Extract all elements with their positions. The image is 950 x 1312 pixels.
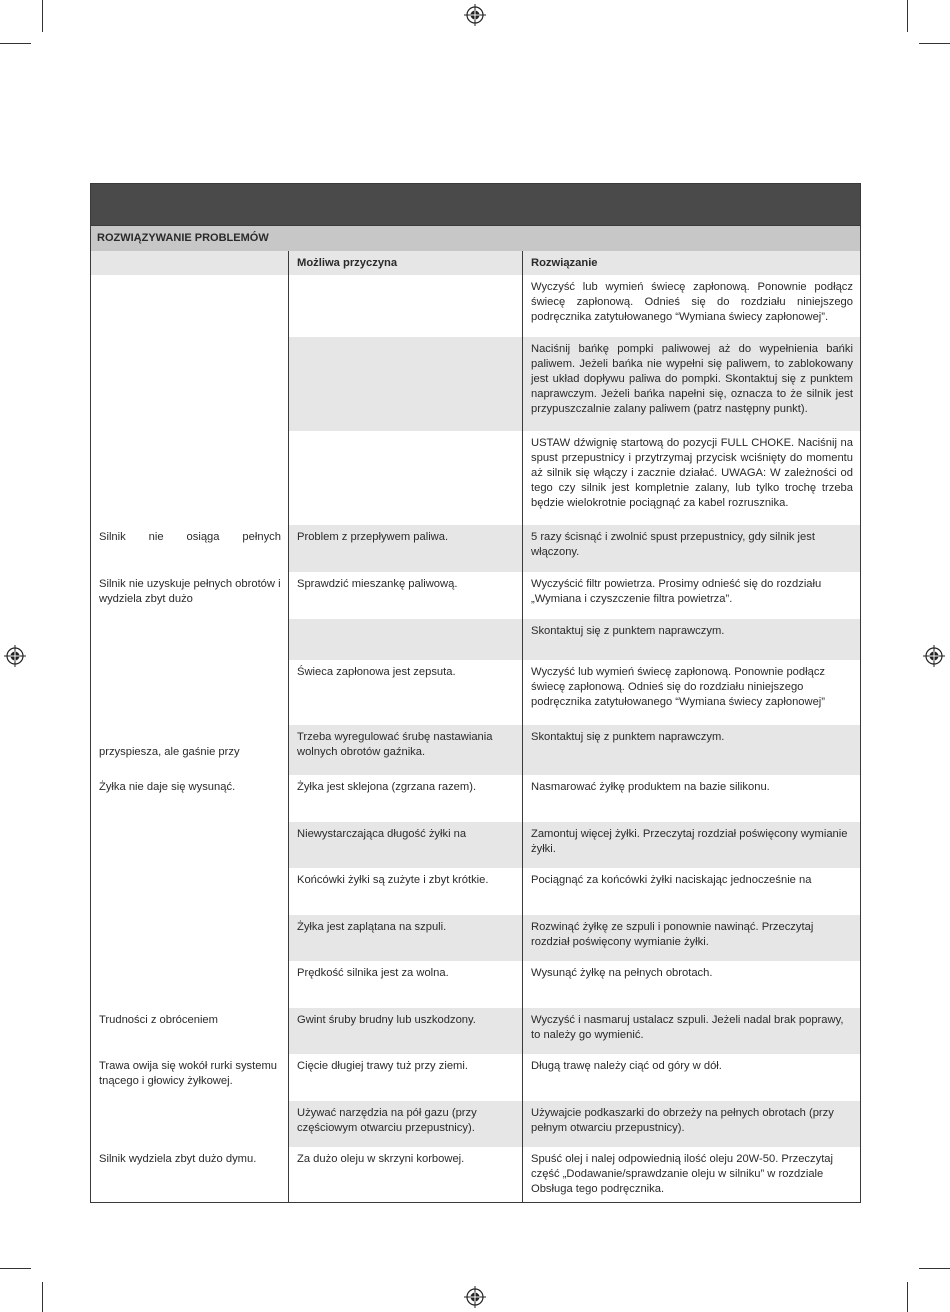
cause-cell: Sprawdzić mieszankę paliwową. xyxy=(297,578,458,590)
problem-cell: Silnik wydziela zbyt dużo dymu. xyxy=(99,1153,257,1165)
problem-cell xyxy=(91,961,288,1008)
problem-cell: Silnik nie osiąga pełnych xyxy=(99,531,281,543)
solution-cell: Skontaktuj się z punktem naprawczym. xyxy=(523,619,860,660)
cause-cell: Gwint śruby brudny lub uszkodzony. xyxy=(289,1008,522,1054)
cause-cell: Problem z przepływem paliwa. xyxy=(289,525,522,572)
cause-cell xyxy=(289,619,522,660)
problem-cell xyxy=(91,619,288,660)
solution-cell: Wysunąć żyłkę na pełnych obrotach. xyxy=(531,967,713,979)
problem-cell: przyspiesza, ale gaśnie przy xyxy=(99,746,240,758)
solution-cell: Długą trawę należy ciąć od góry w dół. xyxy=(531,1060,722,1072)
registration-mark-icon xyxy=(4,645,26,667)
cause-cell: Świeca zapłonowa jest zepsuta. xyxy=(297,666,456,678)
cause-cell: Trzeba wyregulować śrubę nastawiania wolnych obrotów gaźnika. xyxy=(289,725,522,775)
section-title: ROZWIĄZYWANIE PROBLEMÓW xyxy=(91,225,860,251)
problem-cell xyxy=(91,660,288,725)
solution-cell: Używajcie podkaszarki do obrzeży na pełnych obrotach (przy pełnym otwarciu przepustnicy). xyxy=(523,1101,860,1147)
solution-cell: Wyczyść i nasmaruj ustalacz szpuli. Jeżeli nadal brak poprawy, to należy go wymienić. xyxy=(523,1008,860,1054)
solution-cell: Nasmarować żyłkę produktem na bazie silikonu. xyxy=(531,781,770,793)
registration-mark-icon xyxy=(464,4,486,26)
problem-cell xyxy=(91,431,288,525)
cause-cell: Końcówki żyłki są zużyte i zbyt krótkie. xyxy=(297,874,489,886)
cause-cell xyxy=(289,337,522,431)
crop-mark xyxy=(42,0,43,32)
problem-cell: Trawa owija się wokół rurki systemu tnącego i głowicy żyłkowej. xyxy=(99,1060,278,1087)
cause-cell: Prędkość silnika jest za wolna. xyxy=(297,967,449,979)
problem-cell xyxy=(91,337,288,431)
problem-cell: Silnik nie uzyskuje pełnych obrotów i wydziela zbyt dużo xyxy=(99,578,281,605)
cause-cell: Niewystarczająca długość żyłki na xyxy=(289,822,522,868)
crop-mark xyxy=(919,1268,950,1269)
solution-cell: Wyczyść lub wymień świecę zapłonową. Ponownie podłącz świecę zapłonową. Odnieś się do rozdziału niniejszego podręcznika zatytułowanego “Wymiana świecy zapłonowej” xyxy=(531,666,826,708)
table-header-bar xyxy=(91,184,860,225)
header-cause: Możliwa przyczyna xyxy=(289,251,522,275)
solution-cell: Wyczyścić filtr powietrza. Prosimy odnieść się do rozdziału „Wymiana i czyszczenie filtra powietrza”. xyxy=(531,578,822,605)
registration-mark-icon xyxy=(923,645,945,667)
crop-mark xyxy=(0,43,31,44)
solution-cell: Pociągnąć za końcówki żyłki naciskając jednocześnie na xyxy=(531,874,812,886)
cause-cell: Cięcie długiej trawy tuż przy ziemi. xyxy=(297,1060,468,1072)
crop-mark xyxy=(907,1282,908,1312)
troubleshooting-table xyxy=(90,183,861,1203)
problem-cell xyxy=(91,915,288,961)
cause-cell: Używać narzędzia na pół gazu (przy częściowym otwarciu przepustnicy). xyxy=(289,1101,522,1147)
solution-cell: Naciśnij bańkę pompki paliwowej aż do wypełnienia bańki paliwem. Jeżeli bańka nie wypełni się paliwem, to zablokowany jest układ dopływu paliwa do pompki. Skontaktuj się z punktem naprawczym. Jeżeli bańka napełni się, oznacza to że silnik jest przypuszczalnie zalany paliwem (patrz następny punkt). xyxy=(523,337,860,431)
problem-cell: Żyłka nie daje się wysunąć. xyxy=(99,781,236,793)
crop-mark xyxy=(919,43,950,44)
table-body xyxy=(91,251,860,1202)
solution-cell: USTAW dźwignię startową do pozycji FULL CHOKE. Naciśnij na spust przepustnicy i przytrzymaj przycisk wciśnięty do momentu aż silnik się włączy i zacznie działać. UWAGA: W zależności od tego czy silnik jest kompletnie zalany, lub tylko trochę trzeba będzie wielokrotnie pociągnąć za kabel rozrusznika. xyxy=(531,437,853,509)
problem-cell xyxy=(91,822,288,868)
problem-cell xyxy=(91,868,288,915)
problem-cell: Trudności z obróceniem xyxy=(99,1014,218,1026)
solution-cell: Skontaktuj się z punktem naprawczym. xyxy=(523,725,860,775)
header-problem xyxy=(91,251,288,275)
cause-cell: Za dużo oleju w skrzyni korbowej. xyxy=(297,1153,465,1165)
registration-mark-icon xyxy=(464,1286,486,1308)
column-divider xyxy=(522,251,523,1202)
crop-mark xyxy=(907,0,908,32)
cause-cell: Żyłka jest sklejona (zgrzana razem). xyxy=(297,781,477,793)
solution-cell: Wyczyść lub wymień świecę zapłonową. Ponownie podłącz świecę zapłonową. Odnieś się do rozdziału niniejszego podręcznika zatytułowanego “Wymiana świecy zapłonowej”. xyxy=(531,281,853,323)
problem-cell xyxy=(91,275,288,337)
problem-cell xyxy=(91,1101,288,1147)
cause-cell: Żyłka jest zaplątana na szpuli. xyxy=(289,915,522,961)
solution-cell: Zamontuj więcej żyłki. Przeczytaj rozdział poświęcony wymianie żyłki. xyxy=(523,822,860,868)
header-solution: Rozwiązanie xyxy=(523,251,860,275)
column-divider xyxy=(288,251,289,1202)
crop-mark xyxy=(0,1268,31,1269)
cause-cell xyxy=(289,275,522,337)
solution-cell: 5 razy ścisnąć i zwolnić spust przepustnicy, gdy silnik jest włączony. xyxy=(523,525,860,572)
crop-mark xyxy=(42,1282,43,1312)
solution-cell: Rozwinąć żyłkę ze szpuli i ponownie nawinąć. Przeczytaj rozdział poświęcony wymianie żyłki. xyxy=(523,915,860,961)
solution-cell: Spuść olej i nalej odpowiednią ilość oleju 20W-50. Przeczytaj część „Dodawanie/sprawdzanie oleju w silniku” w rozdziale Obsługa tego podręcznika. xyxy=(531,1153,834,1195)
cause-cell xyxy=(289,431,522,525)
